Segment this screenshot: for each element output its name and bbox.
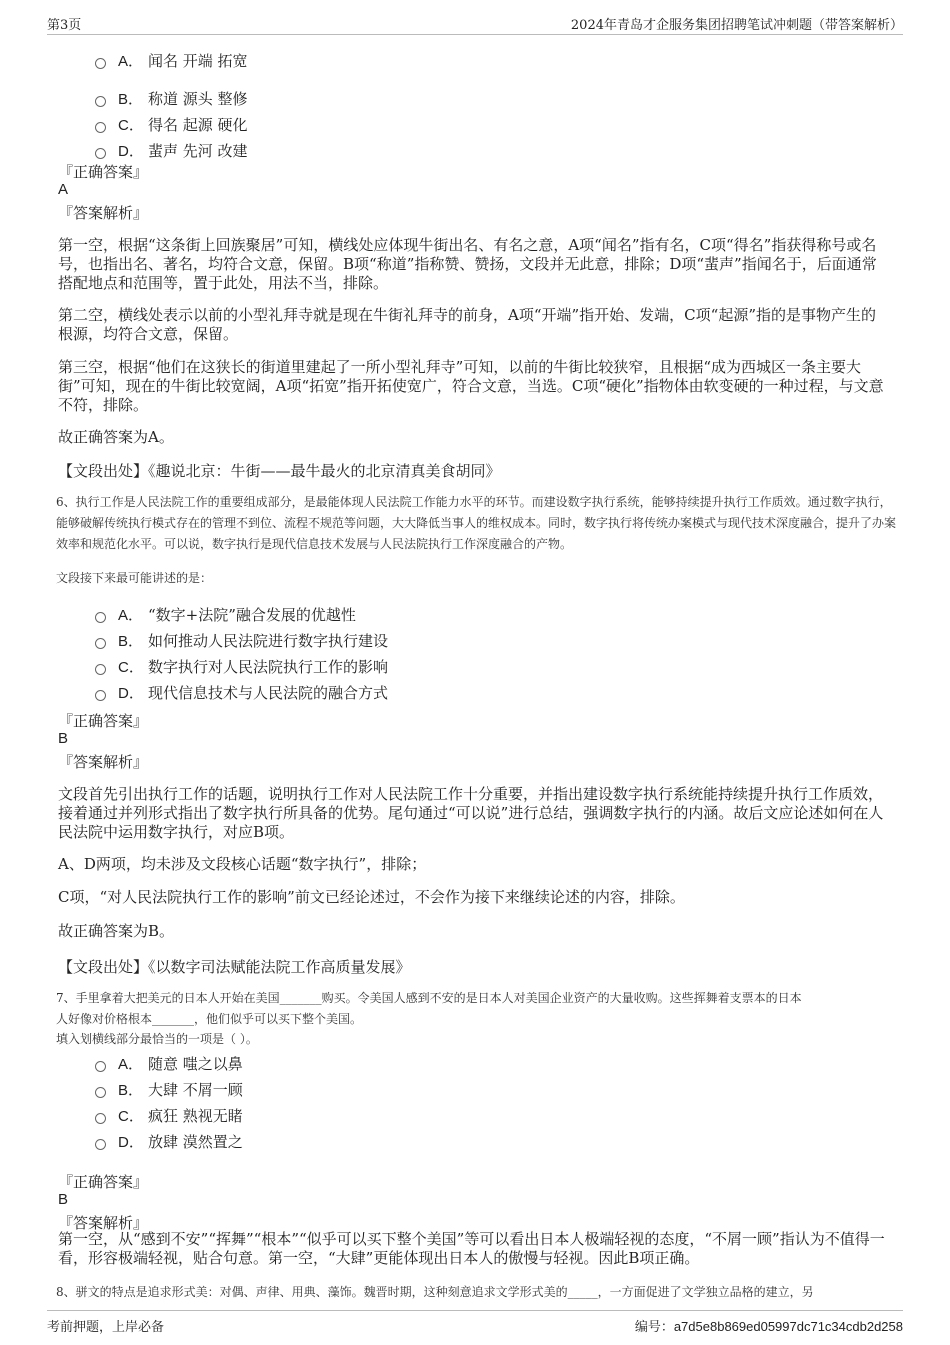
q6-answer: B [58,730,69,747]
q6-analysis-p3: C项，“对人民法院执行工作的影响”前文已经论述过，不会作为接下来继续论述的内容，排除。 [58,888,685,906]
q6-option-b[interactable]: B． 如何推动人民法院进行数字执行建设 [95,627,388,653]
q6-option-c[interactable]: C． 数字执行对人民法院执行工作的影响 [95,653,388,679]
q6-analysis-p2: A、D两项，均未涉及文段核心话题“数字执行”，排除； [58,855,427,873]
page-footer [47,1310,903,1335]
q5-analysis-conclusion: 故正确答案为A。 [58,428,174,446]
q6-source: 【文段出处】《以数字司法赋能法院工作高质量发展》 [58,958,411,976]
document-title: 2024年青岛才企服务集团招聘笔试冲刺题（带答案解析） [570,18,903,33]
q5-option-c[interactable]: C． 得名 起源 硬化 [95,111,248,137]
radio-icon[interactable] [95,638,106,649]
q6-analysis-label: 『答案解析』 [58,753,149,771]
radio-icon[interactable] [95,148,106,159]
q7-option-c[interactable]: C． 疯狂 熟视无睹 [95,1102,243,1128]
q5-option-a[interactable]: A． 闻名 开端 拓宽 [95,47,248,73]
q8-stem: 8、骈文的特点是追求形式美：对偶、声律、用典、藻饰。魏晋时期，这种刻意追求文学形式美的_____，一方面促进了文学独立品格的建立，另 [56,1285,814,1299]
radio-icon[interactable] [95,58,106,69]
q5-source: 【文段出处】《趣说北京：牛街——最牛最火的北京清真美食胡同》 [58,462,501,480]
q5-option-d[interactable]: D． 蜚声 先河 改建 [95,137,248,163]
q5-analysis-p1: 第一空，根据“这条街上回族聚居”可知，横线处应体现牛街出名、有名之意，A项“闻名”指有名，C项“得名”指获得称号或名号，也指出名、著名，均符合文意，保留。B项“称道”指称赞、赞扬，文段并无此意，排除；D项“蜚声”指闻名于，后面通常搭配地点和范围等，置于此处，用法不当，排除。 [58,236,877,292]
q7-option-b[interactable]: B． 大肆 不屑一顾 [95,1076,243,1102]
q7-analysis-label: 『答案解析』 [58,1214,149,1232]
q5-option-b[interactable]: B． 称道 源头 整修 [95,85,248,111]
radio-icon[interactable] [95,1113,106,1124]
q7-option-d[interactable]: D． 放肆 漠然置之 [95,1128,243,1154]
q5-options [95,47,248,163]
radio-icon[interactable] [95,612,106,623]
q7-options [95,1050,243,1154]
radio-icon[interactable] [95,96,106,107]
radio-icon[interactable] [95,690,106,701]
radio-icon[interactable] [95,664,106,675]
q7-option-a[interactable]: A． 随意 嗤之以鼻 [95,1050,243,1076]
q7-stem-line1: 7、手里拿着大把美元的日本人开始在美国_______购买。令美国人感到不安的是日本人对美国企业资产的大量收购。这些挥舞着支票本的日本 [56,991,802,1005]
radio-icon[interactable] [95,122,106,133]
q7-answer-label: 『正确答案』 [58,1173,149,1191]
q6-option-a[interactable]: A． “数字+法院”融合发展的优越性 [95,601,388,627]
document-id: 编号：a7d5e8b869ed05997dc71c34cdb2d258 [634,1319,903,1334]
q5-analysis-p2: 第二空，横线处表示以前的小型礼拜寺就是现在牛街礼拜寺的前身，A项“开端”指开始、发端，C项“起源”指的是事物产生的根源，均符合文意，保留。 [58,306,876,343]
q7-stem-line3: 填入划横线部分最恰当的一项是（ ）。 [56,1032,258,1046]
q5-answer: A [58,181,69,198]
q6-option-d[interactable]: D． 现代信息技术与人民法院的融合方式 [95,679,388,705]
q7-answer: B [58,1191,69,1208]
q7-stem-line2: 人好像对价格根本_______，他们似乎可以买下整个美国。 [56,1012,363,1026]
q6-options [95,601,388,705]
page-header [47,12,903,35]
q5-analysis-label: 『答案解析』 [58,204,149,222]
radio-icon[interactable] [95,1139,106,1150]
page-number: 第3页 [47,18,82,33]
q6-analysis-conclusion: 故正确答案为B。 [58,922,175,940]
q6-analysis-p1: 文段首先引出执行工作的话题，说明执行工作对人民法院工作十分重要，并指出建设数字执行系统能持续提升执行工作质效，接着通过并列形式指出了数字执行所具备的优势。尾句通过“可以说”进行总结，强调数字执行的内涵。故后文应论述如何在人民法院中运用数字执行，对应B项。 [58,785,884,841]
footer-slogan: 考前押题，上岸必备 [47,1320,165,1335]
q6-stem: 6、执行工作是人民法院工作的重要组成部分，是最能体现人民法院工作能力水平的环节。而建设数字执行系统，能够持续提升执行工作质效。通过数字执行，能够破解传统执行模式存在的管理不到位、流程不规范等问题，大大降低当事人的维权成本。同时，数字执行将传统办案模式与现代技术深度融合，提升了办案效率和规范化水平。可以说，数字执行是现代信息技术发展与人民法院执行工作深度融合的产物。 [56,495,897,551]
q7-analysis: 第一空，从“感到不安”“挥舞”“根本”“似乎可以买下整个美国”等可以看出日本人极端轻视的态度，“不屑一顾”指认为不值得一看，形容极端轻视，贴合句意。第一空，“大肆”更能体现出日本人的傲慢与轻视。因此B项正确。 [58,1230,885,1267]
q5-analysis-p3: 第三空，根据“他们在这狭长的街道里建起了一所小型礼拜寺”可知，以前的牛街比较狭窄，且根据“成为西城区一条主要大街”可知，现在的牛街比较宽阔，A项“拓宽”指开拓使宽广，符合文意，当选。C项“硬化”指物体由软变硬的一种过程，与文意不符，排除。 [58,358,884,414]
q6-answer-label: 『正确答案』 [58,712,149,730]
q6-prompt: 文段接下来最可能讲述的是： [56,571,213,585]
radio-icon[interactable] [95,1087,106,1098]
radio-icon[interactable] [95,1061,106,1072]
q5-answer-label: 『正确答案』 [58,163,149,181]
